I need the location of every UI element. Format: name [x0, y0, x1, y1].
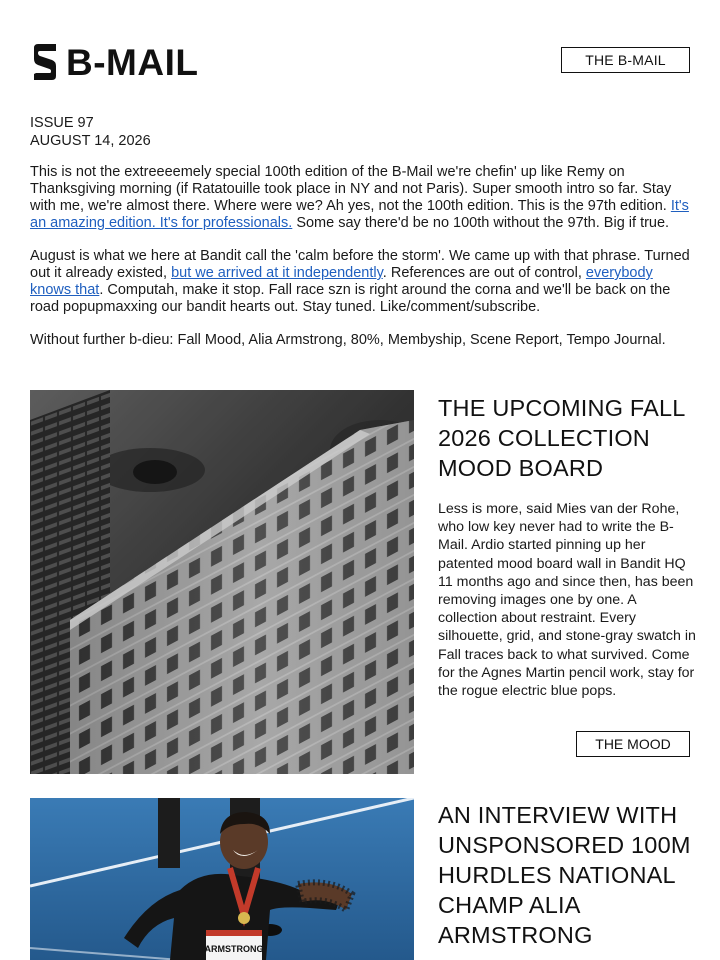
the-bmail-button[interactable]: THE B-MAIL — [561, 47, 690, 73]
mood-board-photo — [30, 390, 414, 774]
issue-meta — [30, 114, 151, 150]
feature-body-mood-board: Less is more, said Mies van der Rohe, who low key never had to write the B-Mail. Ardio started pinning up her patented mood board wall in Bandit HQ 11 months ago and since then, has been removing images one by one. A collection about restraint. Every silhouette, grid, and stone-gray swatch in Fall traces back to what survived. Come for the Agnes Martin pencil work, stay for the rogue electric blue pops. — [438, 501, 696, 700]
intro-paragraph-2 — [30, 248, 692, 316]
alia-armstrong-image[interactable] — [30, 798, 414, 960]
mood-board-image[interactable] — [30, 390, 414, 774]
feature-title-mood-board[interactable]: THE UPCOMING FALL 2026 COLLECTION MOOD BOARD — [438, 395, 685, 481]
alia-armstrong-photo — [30, 798, 414, 960]
bandit-logo-icon — [30, 42, 60, 82]
feature-title-alia-armstrong[interactable]: AN INTERVIEW WITH UNSPONSORED 100M HURDLES NATIONAL CHAMP ALIA ARMSTRONG — [438, 802, 691, 948]
intro — [30, 164, 692, 365]
issue-date: AUGUST 14, 2026 — [30, 133, 151, 149]
logo-text: B-MAIL — [66, 41, 199, 83]
logo[interactable] — [30, 42, 198, 82]
intro-p2-text: August is what we here at Bandit call the 'calm before the storm'. We came up with that phrase. Turned out it already existed, — [30, 248, 690, 281]
intro-paragraph-1 — [30, 164, 692, 232]
intro-p2-mid: . References are out of control, — [382, 265, 586, 281]
amazing-edition-link[interactable]: It's an amazing edition. It's for professionals. — [30, 198, 689, 231]
issue-number: ISSUE 97 — [30, 115, 94, 131]
header — [30, 40, 690, 84]
intro-p2-tail: . Computah, make it stop. Fall race szn is right around the corna and we'll be back on the road popupmaxxing our bandit hearts out. Stay tuned. Like/comment/subscribe. — [30, 282, 671, 315]
intro-p1-tail: Some say there'd be no 100th without the 97th. Big if true. — [292, 215, 670, 231]
bib-text: ARMSTRONG — [204, 944, 264, 954]
intro-p1-text: This is not the extreeeemely special 100th edition of the B-Mail we're chefin' up like Remy on Thanksgiving morning (if Ratatouille took place in NY and not Paris). Super smooth intro so far. Stay with me, we're almost there. Where were we? Ah yes, not the 100th edition. This is the 97th edition. — [30, 164, 672, 214]
the-mood-button[interactable]: THE MOOD — [576, 731, 690, 757]
everybody-knows-link[interactable]: everybody knows that — [30, 265, 653, 298]
intro-paragraph-3: Without further b-dieu: Fall Mood, Alia Armstrong, 80%, Membyship, Scene Report, Tempo Journal. — [30, 332, 666, 348]
arrived-independently-link[interactable]: but we arrived at it independently — [171, 265, 383, 281]
